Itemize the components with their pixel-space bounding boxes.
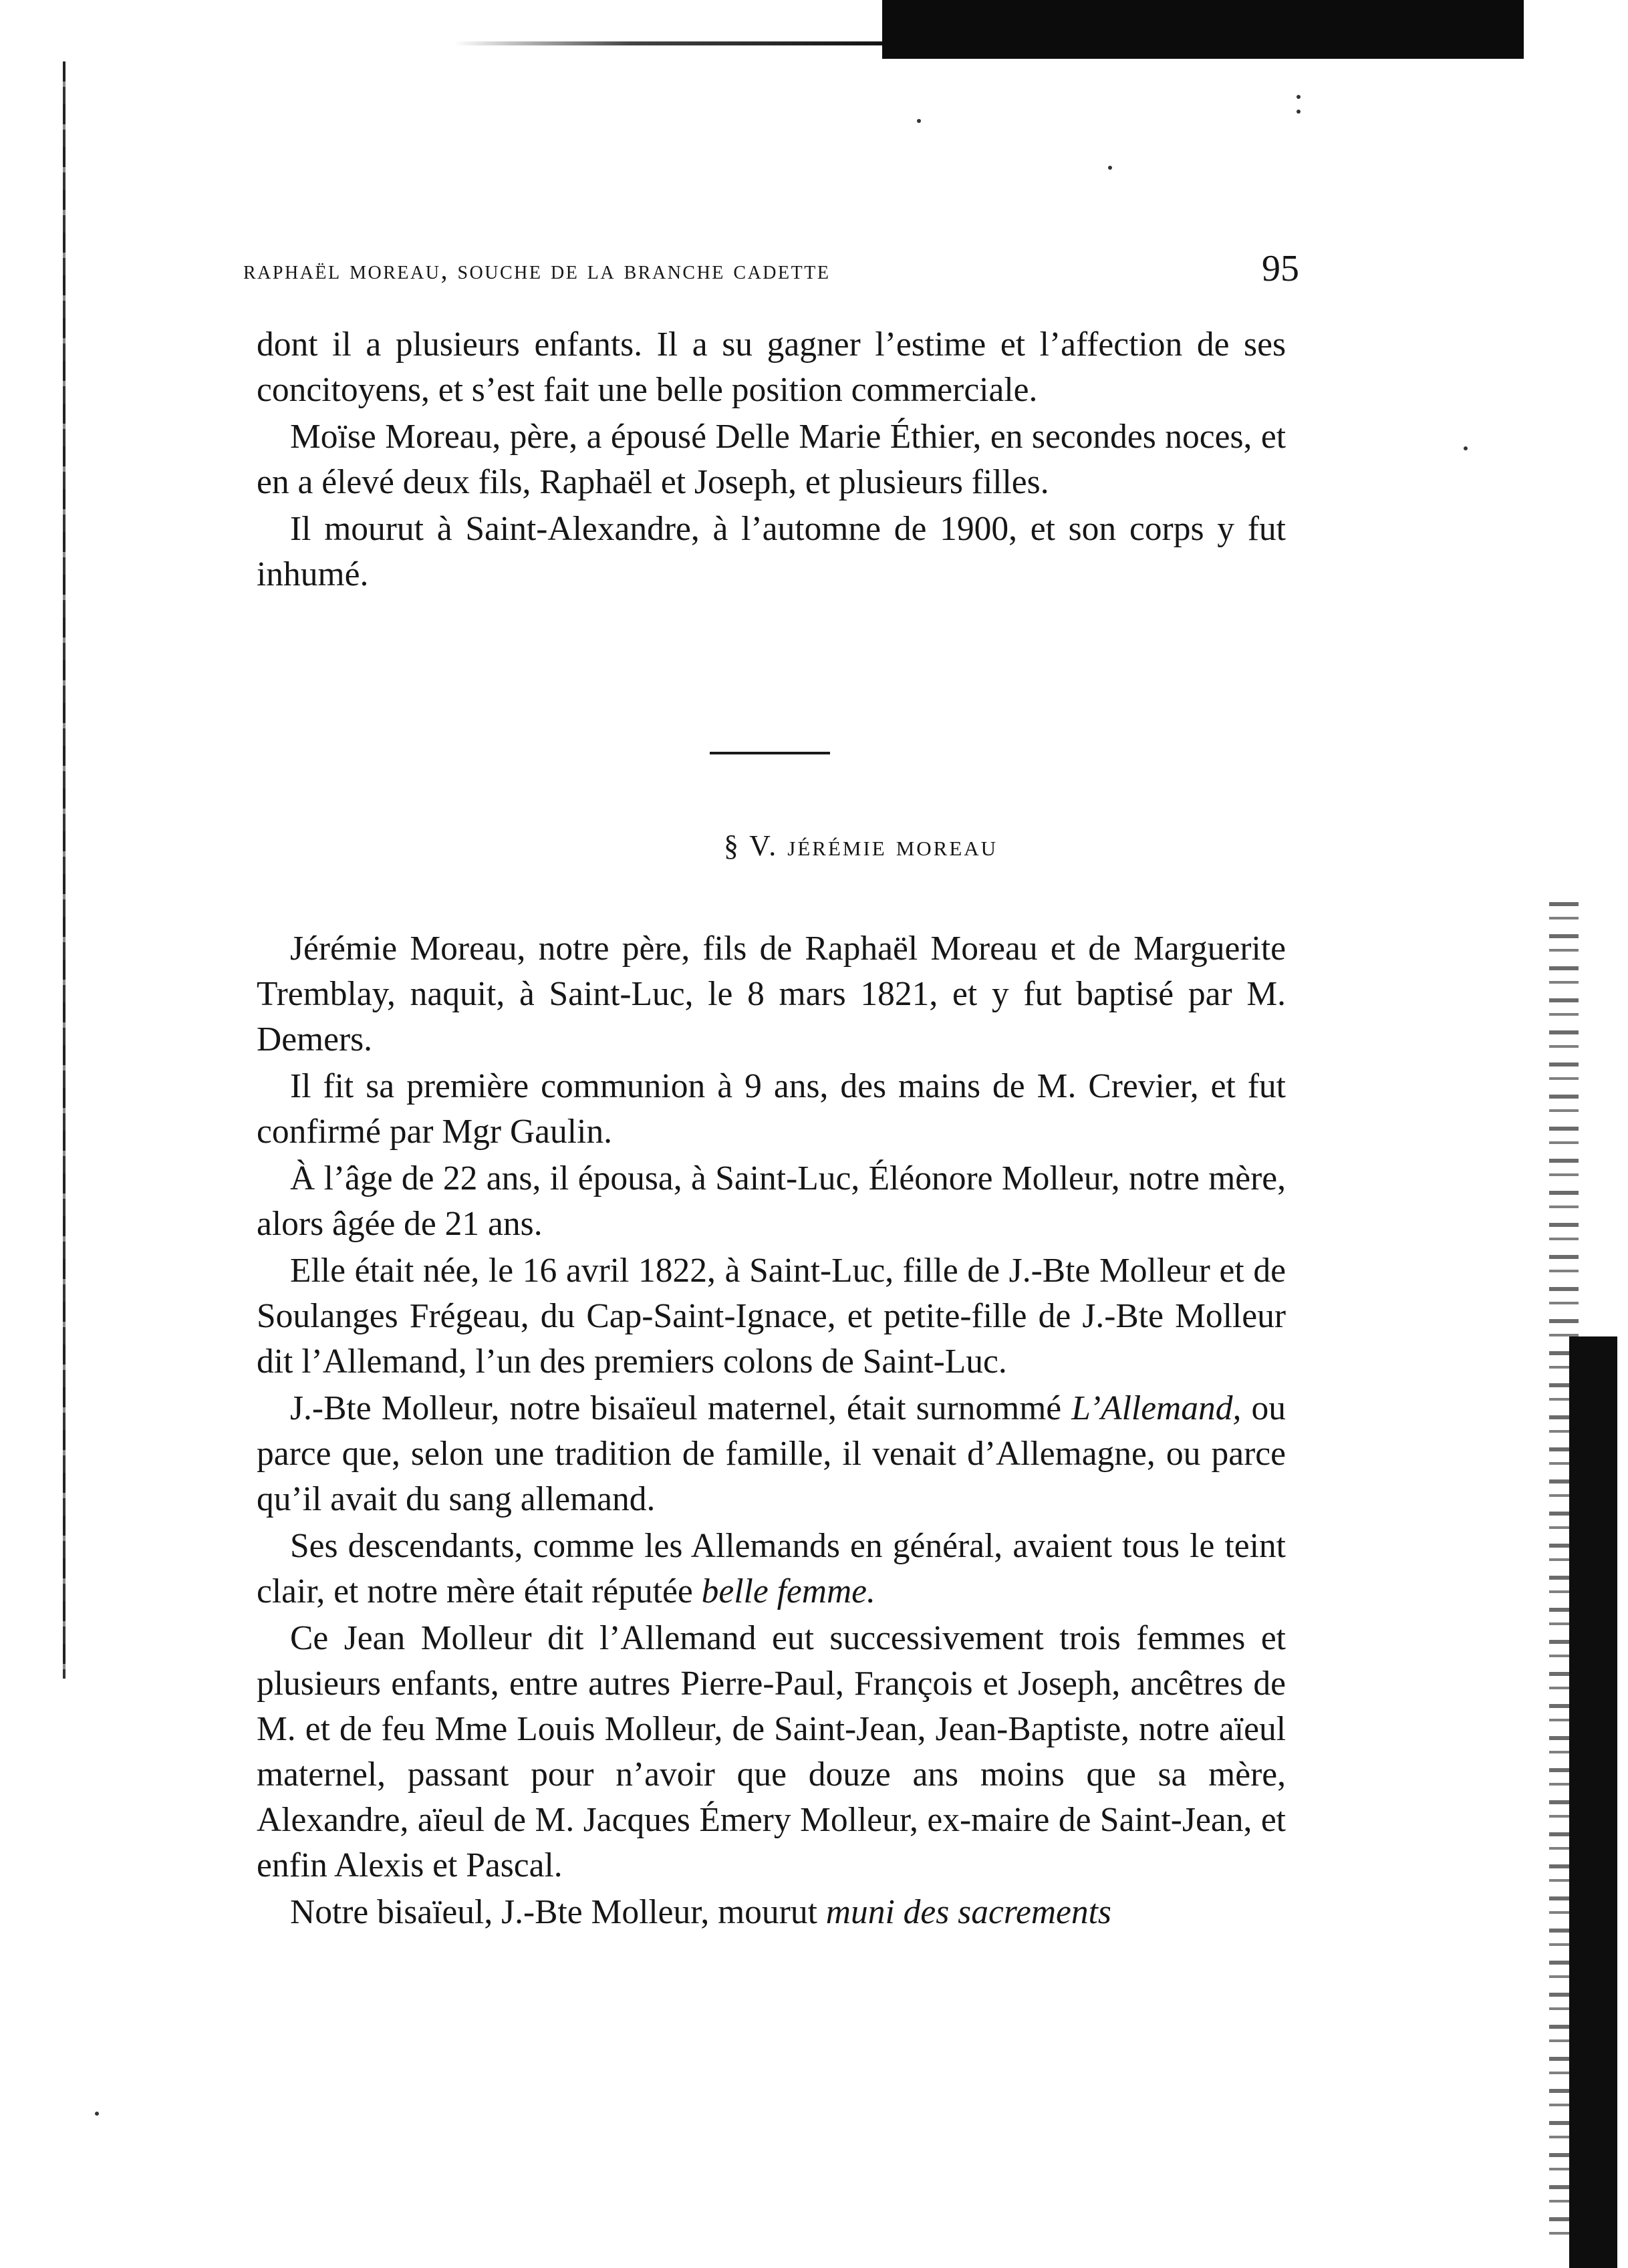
paragraph: Il mourut à Saint-Alexandre, à l’automne de 1900, et son corps y fut inhumé. (257, 510, 1286, 593)
paragraph (257, 1890, 1286, 1935)
text-run: Ses descendants, comme les Allemands en général, avaient tous le teint clair, et notre mère était réputée (257, 1527, 1286, 1610)
paragraph: Elle était née, le 16 avril 1822, à Saint-Luc, fille de J.-Bte Molleur et de Soulanges Frégeau, du Cap-Saint-Ignace, et petite-fille de J.-Bte Molleur dit l’Allemand, l’un des premiers colons de Saint-Luc. (257, 1252, 1286, 1381)
italic-text: belle femme. (701, 1572, 875, 1610)
scan-left-edge (63, 61, 65, 1679)
paragraph (257, 1524, 1286, 1614)
section-sign: § V. (723, 829, 779, 862)
running-head (243, 247, 1299, 294)
paragraph: À l’âge de 22 ans, il épousa, à Saint-Luc, Éléonore Molleur, notre mère, alors âgée de 21 ans. (257, 1159, 1286, 1243)
top-text-block (257, 322, 1286, 597)
paragraph: Ce Jean Molleur dit l’Allemand eut successivement trois femmes et plusieurs enfants, entre autres Pierre-Paul, François et Joseph, ancêtres de M. et de feu Mme Louis Molleur, de Saint-Jean, Jean-Baptiste, notre aïeul maternel, passant pour n’avoir que douze ans moins que sa mère, Alexandre, aïeul de M. Jacques Émery Molleur, ex-maire de Saint-Jean, et enfin Alexis et Pascal. (257, 1619, 1286, 1884)
section-heading (0, 829, 1628, 863)
scan-top-streak (454, 41, 896, 45)
section-body (257, 926, 1286, 1935)
paragraph: Il fit sa première communion à 9 ans, des mains de M. Crevier, et fut confirmé par Mgr Gaulin. (257, 1067, 1286, 1151)
section-title: jérémie moreau (787, 829, 998, 862)
scan-dot (1297, 110, 1301, 114)
text-run: Notre bisaïeul, J.-Bte Molleur, mourut (290, 1893, 826, 1931)
scan-dot (1464, 446, 1468, 450)
scan-right-strip (1569, 1336, 1617, 2268)
scan-dot (1297, 95, 1301, 99)
paragraph: Moïse Moreau, père, a épousé Delle Marie Éthier, en secondes noces, et en a élevé deux fils, Raphaël et Joseph, et plusieurs filles. (257, 418, 1286, 501)
italic-text: L’Allemand, (1071, 1389, 1242, 1427)
section-divider (710, 752, 830, 754)
scan-top-bar (882, 0, 1524, 59)
text-run: ou parce que, selon une tradition de famille, il venait d’Allemagne, ou parce qu’il avait du sang allemand. (257, 1389, 1286, 1518)
scan-dot (1108, 166, 1112, 170)
scan-dot (95, 2112, 99, 2116)
paragraph: dont il a plusieurs enfants. Il a su gagner l’estime et l’affection de ses concitoyens, et s’est fait une belle position commerciale. (257, 325, 1286, 409)
page-number: 95 (1262, 248, 1299, 289)
paragraph (257, 1386, 1286, 1522)
italic-text: muni des sacrements (825, 1893, 1111, 1931)
scan-dot (917, 119, 921, 123)
text-run: J.-Bte Molleur, notre bisaïeul maternel, était surnommé (290, 1389, 1072, 1427)
paragraph: Jérémie Moreau, notre père, fils de Raphaël Moreau et de Marguerite Tremblay, naquit, à Saint-Luc, le 8 mars 1821, et y fut baptisé par M. Demers. (257, 930, 1286, 1058)
running-title: raphaël moreau, souche de la branche cadette (243, 255, 831, 285)
